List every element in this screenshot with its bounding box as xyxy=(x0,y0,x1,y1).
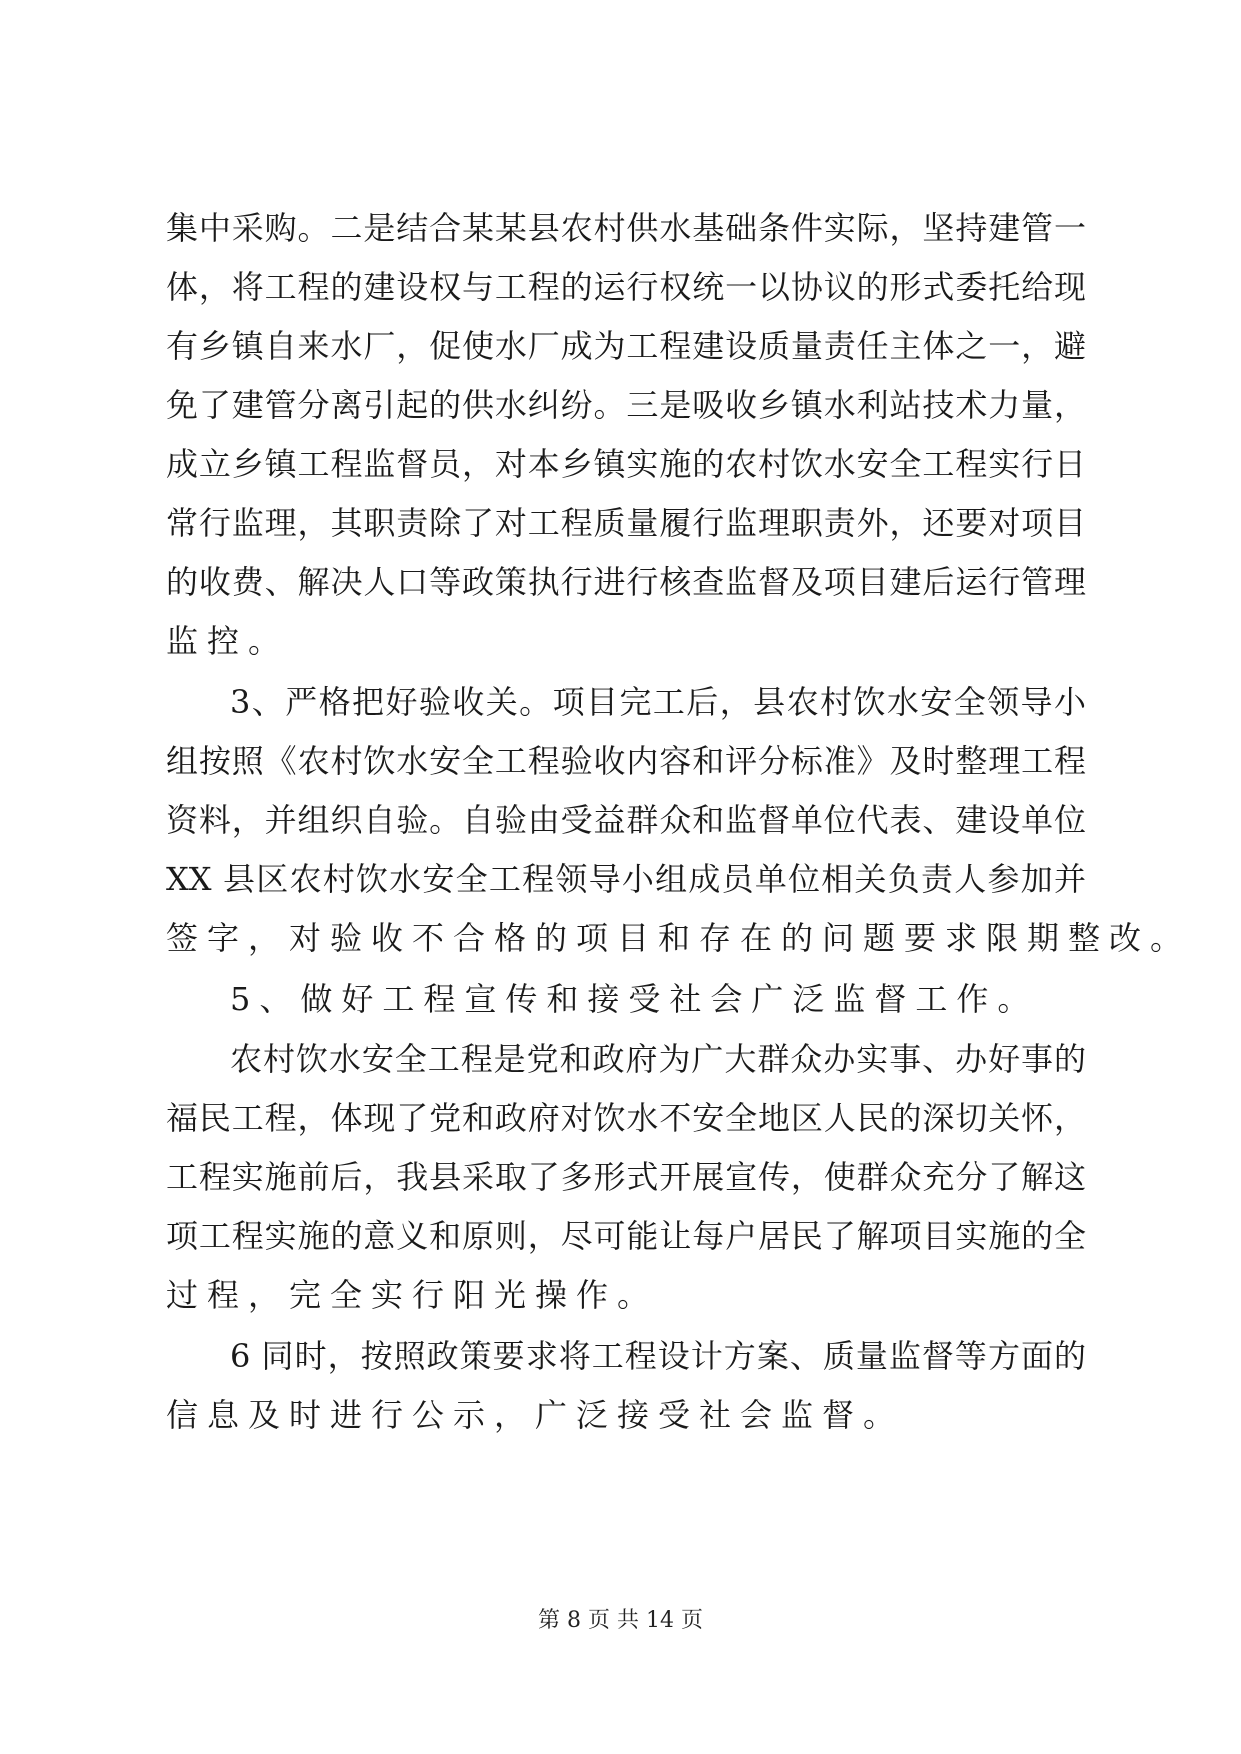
body-line: 体，将工程的建设权与工程的运行权统一以协议的形式委托给现 xyxy=(166,268,1086,306)
body-line: 信息及时进行公示，广泛接受社会监督。 xyxy=(166,1396,905,1434)
body-line: XX 县区农村饮水安全工程领导小组成员单位相关负责人参加并 xyxy=(166,860,1086,898)
body-line: 的收费、解决人口等政策执行进行核查监督及项目建后运行管理 xyxy=(166,563,1086,601)
body-line: 监控。 xyxy=(166,622,290,660)
body-line: 组按照《农村饮水安全工程验收内容和评分标准》及时整理工程 xyxy=(166,742,1086,780)
body-line: 5、做好工程宣传和接受社会广泛监督工作。 xyxy=(230,980,1039,1018)
body-line: 3、严格把好验收关。项目完工后，县农村饮水安全领导小 xyxy=(230,683,1086,721)
body-line: 有乡镇自来水厂，促使水厂成为工程建设质量责任主体之一，避 xyxy=(166,327,1086,365)
body-line: 工程实施前后，我县采取了多形式开展宣传，使群众充分了解这 xyxy=(166,1158,1086,1196)
body-line: 免了建管分离引起的供水纠纷。三是吸收乡镇水利站技术力量， xyxy=(166,386,1086,424)
body-line: 成立乡镇工程监督员，对本乡镇实施的农村饮水安全工程实行日 xyxy=(166,445,1086,483)
body-line: 签字，对验收不合格的项目和存在的问题要求限期整改。 xyxy=(166,919,1192,957)
body-line: 福民工程，体现了党和政府对饮水不安全地区人民的深切关怀， xyxy=(166,1099,1086,1137)
body-line: 过程，完全实行阳光操作。 xyxy=(166,1276,659,1314)
body-line: 资料，并组织自验。自验由受益群众和监督单位代表、建设单位 xyxy=(166,801,1086,839)
body-line: 6 同时，按照政策要求将工程设计方案、质量监督等方面的 xyxy=(230,1337,1086,1375)
body-line: 项工程实施的意义和原则，尽可能让每户居民了解项目实施的全 xyxy=(166,1217,1086,1255)
body-line: 集中采购。二是结合某某县农村供水基础条件实际，坚持建管一 xyxy=(166,209,1086,247)
page-footer: 第 8 页 共 14 页 xyxy=(538,1608,703,1633)
body-line: 常行监理，其职责除了对工程质量履行监理职责外，还要对项目 xyxy=(166,504,1086,542)
body-line: 农村饮水安全工程是党和政府为广大群众办实事、办好事的 xyxy=(230,1040,1086,1078)
